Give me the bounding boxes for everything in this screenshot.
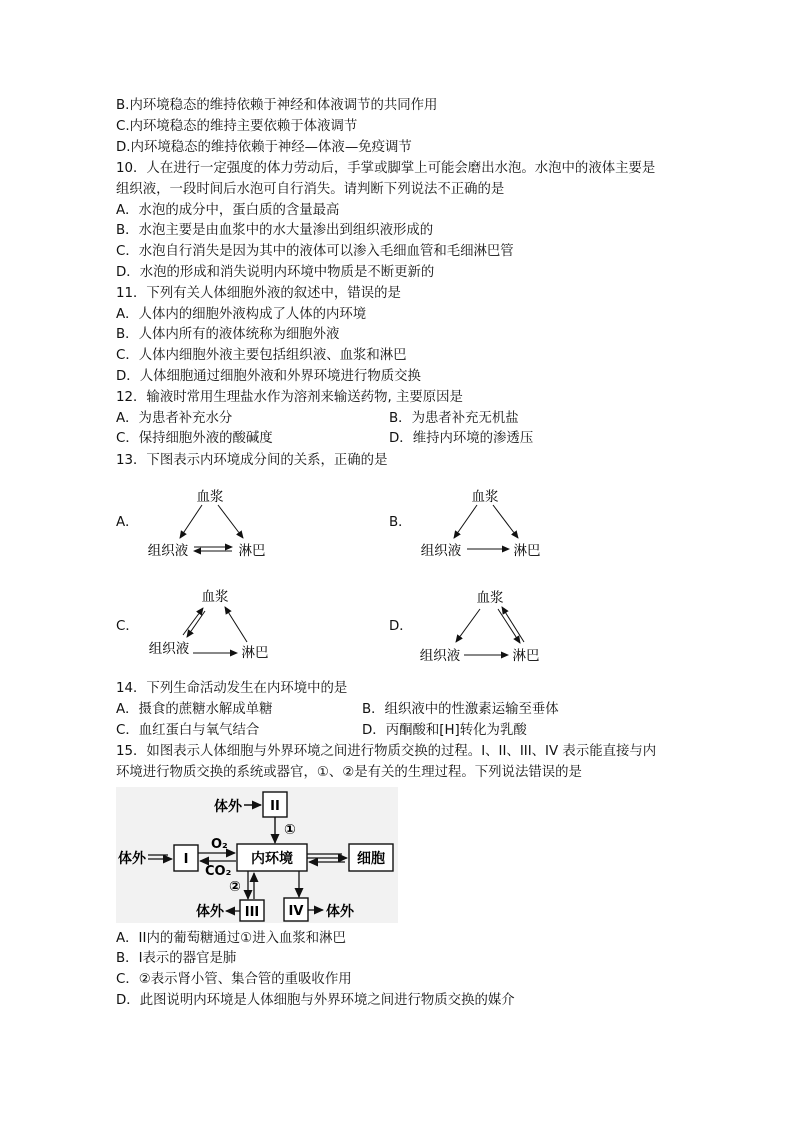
q13-diagram-b [413, 480, 553, 565]
q12-stem: 12．输液时常用生理盐水作为溶剂来输送药物, 主要原因是 [116, 390, 463, 405]
arrow-lymph-to-plasma [502, 607, 524, 642]
cell-label: 细胞 [357, 851, 385, 867]
node-plasma: 血浆 [476, 590, 504, 606]
arrow-plasma-to-lymph [493, 505, 518, 538]
q11-stem: 11．下列有关人体细胞外液的叙述中，错误的是 [116, 286, 401, 301]
arrow-plasma-to-lymph [218, 505, 243, 538]
arrow-plasma-to-tissue [456, 609, 480, 642]
o2-label: O₂ [211, 837, 228, 852]
node-lymph: 淋巴 [513, 543, 541, 559]
q10-stem-line2: 组织液，一段时间后水泡可自行消失。请判断下列说法不正确的是 [116, 182, 505, 197]
q10-option-a: A．水泡的成分中，蛋白质的含量最高 [116, 203, 340, 218]
box-i-label: I [183, 852, 189, 867]
q10-stem-line1: 10．人在进行一定强度的体力劳动后，手掌或脚掌上可能会磨出水泡。水泡中的液体主要是 [116, 161, 656, 176]
q15-option-d: D．此图说明内环境是人体细胞与外界环境之间进行物质交换的媒介 [116, 993, 515, 1008]
q14-stem: 14．下列生命活动发生在内环境中的是 [116, 681, 348, 696]
q14-option-d: D．丙酮酸和[H]转化为乳酸 [362, 723, 527, 738]
q9-option-c: C.内环境稳态的维持主要依赖于体液调节 [116, 119, 358, 134]
node-tissue-fluid: 组织液 [419, 648, 461, 664]
q11-option-d: D．人体细胞通过细胞外液和外界环境进行物质交换 [116, 369, 421, 384]
q13-label-c: C． [116, 619, 139, 634]
node-tissue-fluid: 组织液 [148, 641, 190, 657]
q14-option-c: C．血红蛋白与氧气结合 [116, 723, 260, 738]
node-tissue-fluid: 组织液 [147, 543, 189, 559]
q13-diagram-d [414, 585, 554, 670]
arrow-plasma-to-lymph [498, 609, 520, 643]
q12-option-b: B．为患者补充无机盐 [389, 411, 519, 426]
node-lymph: 淋巴 [238, 543, 266, 559]
process-1-label: ① [284, 822, 296, 838]
q14-option-b: B．组织液中的性激素运输至垂体 [362, 702, 559, 717]
q9-option-b: B.内环境稳态的维持依赖于神经和体液调节的共同作用 [116, 98, 438, 113]
q12-option-c: C．保持细胞外液的酸碱度 [116, 431, 273, 446]
q15-stem-line2: 环境进行物质交换的系统或器官，①、②是有关的生理过程。下列说法错误的是 [116, 765, 582, 780]
q13-stem: 13．下图表示内环境成分间的关系，正确的是 [116, 453, 388, 468]
box-iv-label: IV [288, 904, 304, 919]
q13-diagram-c [143, 585, 283, 670]
q12-option-a: A．为患者补充水分 [116, 411, 233, 426]
q10-option-d: D．水泡的形成和消失说明内环境中物质是不断更新的 [116, 265, 435, 280]
arrow-lymph-to-plasma [225, 607, 247, 642]
inner-environment-label: 内环境 [251, 851, 293, 867]
arrow-plasma-to-tissue [454, 505, 477, 538]
q11-option-b: B．人体内所有的液体统称为细胞外液 [116, 327, 340, 342]
q14-option-a: A．摄食的蔗糖水解成单糖 [116, 702, 273, 717]
node-plasma: 血浆 [471, 489, 499, 505]
outside-label-left: 体外 [118, 851, 146, 867]
node-plasma: 血浆 [201, 589, 229, 605]
q13-diagram-a [140, 480, 280, 565]
node-lymph: 淋巴 [241, 645, 269, 661]
box-ii-label: II [270, 799, 280, 814]
box-iii-label: III [244, 905, 260, 920]
arrow-plasma-to-tissue [187, 611, 205, 637]
node-lymph: 淋巴 [512, 648, 540, 664]
outside-label-bottom-right: 体外 [326, 904, 354, 920]
q15-exchange-diagram [116, 787, 398, 923]
q15-stem-line1: 15．如图表示人体细胞与外界环境之间进行物质交换的过程。I、II、III、IV 表示能直接与内 [116, 744, 657, 759]
q13-label-d: D． [389, 619, 413, 634]
process-2-label: ② [229, 879, 241, 895]
q12-option-d: D．维持内环境的渗透压 [389, 431, 534, 446]
q10-option-c: C．水泡自行消失是因为其中的液体可以渗入毛细血管和毛细淋巴管 [116, 244, 514, 259]
arrow-plasma-to-tissue [180, 505, 202, 538]
q11-option-a: A．人体内的细胞外液构成了人体的内环境 [116, 307, 367, 322]
q15-option-a: A．II内的葡萄糖通过①进入血浆和淋巴 [116, 931, 346, 946]
q11-option-c: C．人体内细胞外液主要包括组织液、血浆和淋巴 [116, 348, 407, 363]
outside-label-top: 体外 [214, 799, 242, 815]
q15-option-c: C．②表示肾小管、集合管的重吸收作用 [116, 972, 352, 987]
node-tissue-fluid: 组织液 [420, 543, 462, 559]
arrow-tissue-to-plasma [183, 608, 203, 635]
q13-label-b: B． [389, 515, 412, 530]
q15-option-b: B．I表示的器官是肺 [116, 951, 237, 966]
q10-option-b: B．水泡主要是由血浆中的水大量渗出到组织液形成的 [116, 223, 434, 238]
outside-label-bottom-left: 体外 [196, 904, 224, 920]
node-plasma: 血浆 [196, 489, 224, 505]
co2-label: CO₂ [205, 864, 232, 879]
q13-label-a: A． [116, 515, 139, 530]
q9-option-d: D.内环境稳态的维持依赖于神经—体液—免疫调节 [116, 140, 412, 155]
